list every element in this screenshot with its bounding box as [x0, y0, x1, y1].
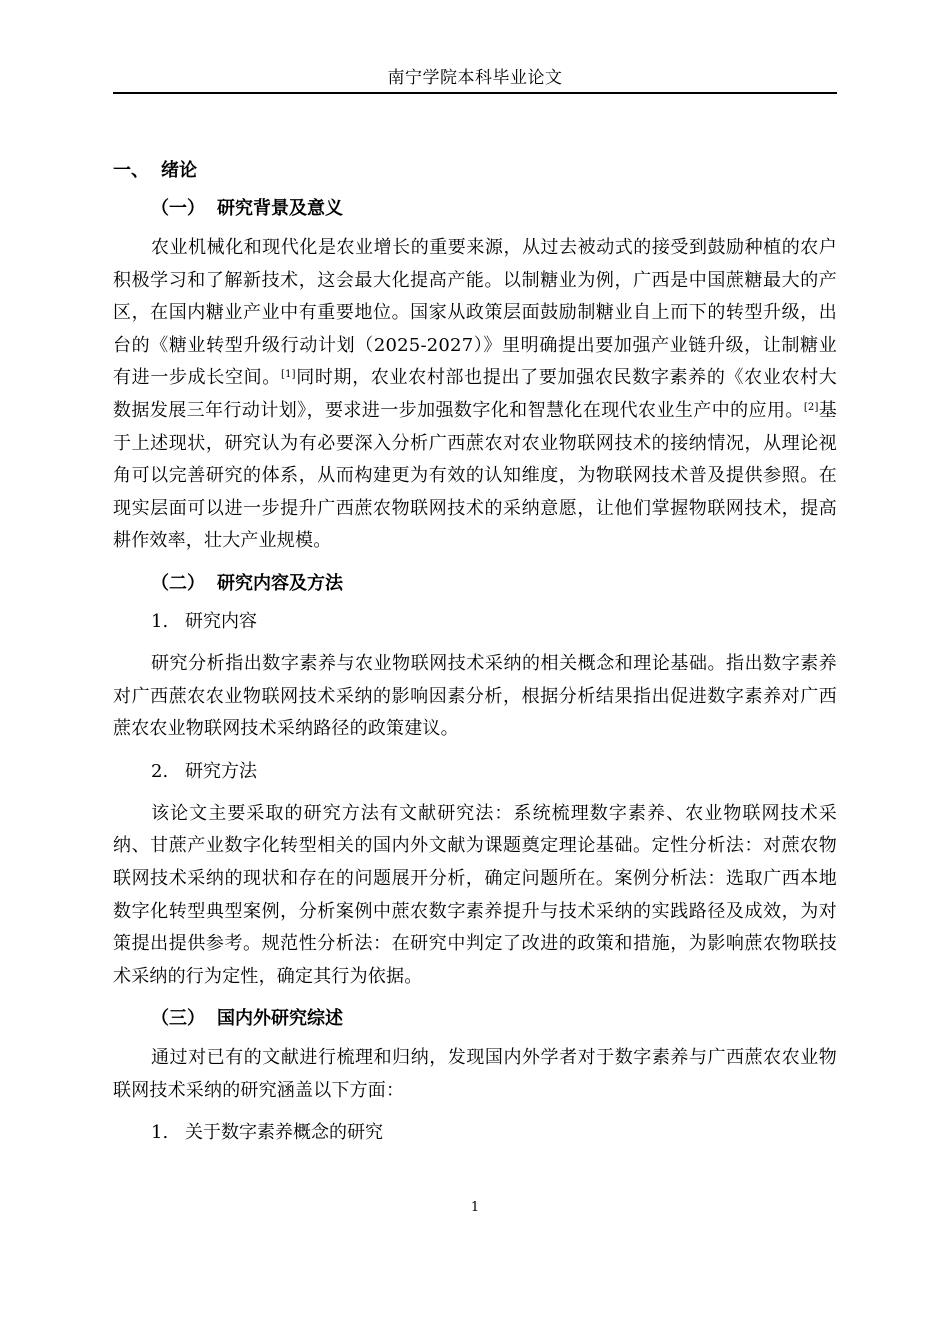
subsection-title: 国内外研究综述 — [217, 1008, 343, 1030]
citation-ref-2: [2] — [803, 401, 819, 413]
header-rule — [113, 92, 837, 94]
section-title: 绪论 — [161, 160, 197, 181]
citation-ref-1: [1] — [280, 369, 296, 381]
paragraph-background — [113, 232, 837, 558]
paragraph-text: 基于上述现状，研究认为有必要深入分析广西蔗农对农业物联网技术的接纳情况，从理论视角可以完善研究的体系，从而构建更为有效的认知维度，为物联网技术普及提供参照。在现实层面可以进一步提升广西蔗农物联网技术的采纳意愿，让他们掌握物联网技术，提高耕作效率，壮大产业规模。 — [113, 399, 837, 552]
paragraph-text: 农业机械化和现代化是农业增长的重要来源，从过去被动式的接受到鼓励种植的农户积极学习和了解新技术，这会最大化提高产能。以制糖业为例，广西是中国蔗糖最大的产区，在国内糖业产业中有重要地位。国家从政策层面鼓励制糖业自上而下的转型升级，出台的《糖业转型升级行动计划（2025-2027）》里明确提出要加强产业链升级，让制糖业有进一步成长空间。 — [113, 237, 837, 389]
paragraph-content: 研究分析指出数字素养与农业物联网技术采纳的相关概念和理论基础。指出数字素养对广西蔗农农业物联网技术采纳的影响因素分析，根据分析结果指出促进数字素养对广西蔗农农业物联网技术采纳路径的政策建议。 — [113, 652, 837, 740]
list-heading-3 — [113, 1118, 837, 1148]
list-heading-2 — [113, 757, 837, 787]
paragraph-text: 同时期，农业农村部也提出了要加强农民数字素养的《农业农村大数据发展三年行动计划》，要求进一步加强数字化和智慧化在现代农业生产中的应用。 — [113, 367, 837, 421]
list-number: 1. — [151, 1122, 169, 1144]
list-title: 研究方法 — [185, 760, 257, 782]
subsection-number: （三） — [151, 1008, 205, 1030]
section-heading-1 — [113, 156, 837, 186]
subsection-heading-3 — [113, 1004, 837, 1034]
section-number: 一、 — [113, 160, 149, 181]
list-title: 研究内容 — [185, 610, 257, 632]
list-title: 关于数字素养概念的研究 — [185, 1122, 383, 1144]
list-number: 2. — [151, 760, 169, 782]
page-number: 1 — [470, 1200, 480, 1215]
paragraph-review: 通过对已有的文献进行梳理和归纳，发现国内外学者对于数字素养与广西蔗农农业物联网技术采纳的研究涵盖以下方面： — [113, 1047, 837, 1101]
list-heading-1 — [113, 607, 837, 637]
list-number: 1. — [151, 610, 169, 632]
subsection-number: （一） — [151, 198, 205, 219]
subsection-number: （二） — [151, 572, 205, 594]
subsection-title: 研究内容及方法 — [217, 572, 343, 594]
page-header-title: 南宁学院本科毕业论文 — [387, 68, 563, 88]
subsection-heading-2 — [113, 569, 837, 599]
subsection-title: 研究背景及意义 — [217, 198, 343, 219]
paragraph-methods: 该论文主要采取的研究方法有文献研究法：系统梳理数字素养、农业物联网技术采纳、甘蔗产业数字化转型相关的国内外文献为课题奠定理论基础。定性分析法：对蔗农物联网技术采纳的现状和存在的问题展开分析，确定问题所在。案例分析法：选取广西本地数字化转型典型案例，分析案例中蔗农数字素养提升与技术采纳的实践路径及成效，为对策提出提供参考。规范性分析法：在研究中判定了改进的政策和措施，为影响蔗农物联技术采纳的行为定性，确定其行为依据。 — [113, 802, 837, 987]
document-body — [113, 156, 837, 1159]
subsection-heading-1 — [113, 194, 837, 224]
